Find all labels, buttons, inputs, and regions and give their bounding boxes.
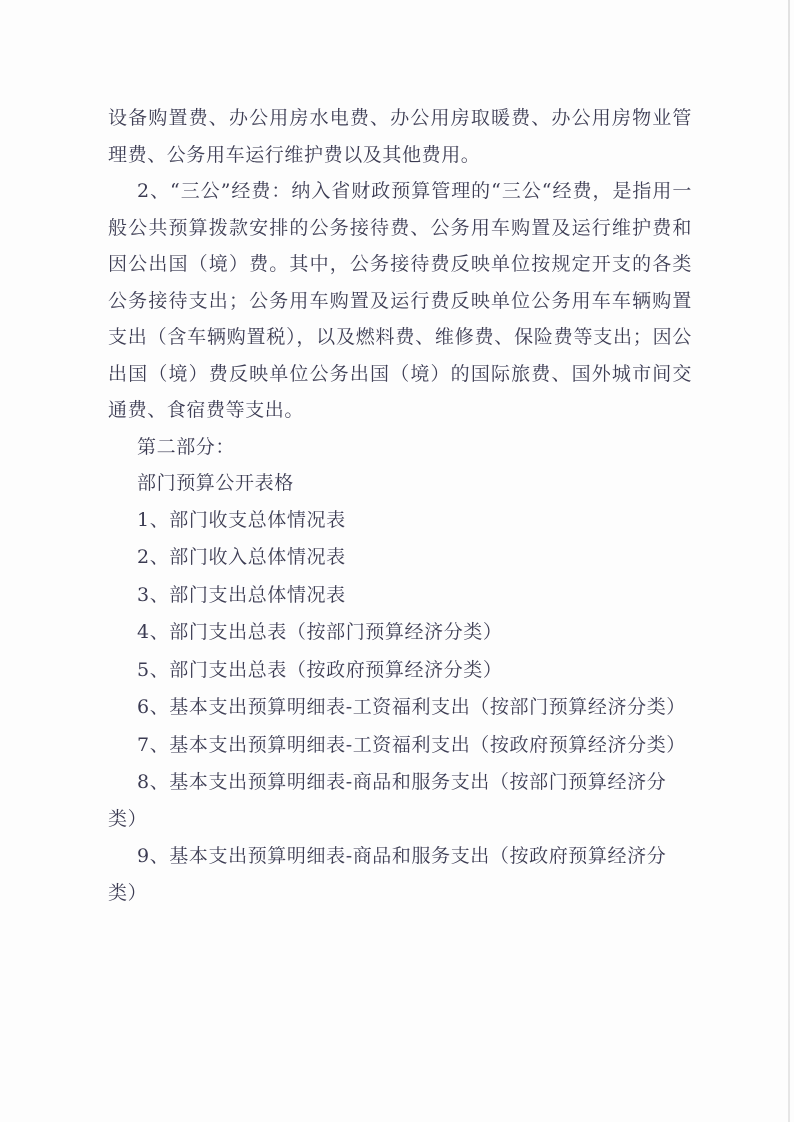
- list-item: 7、基本支出预算明细表-工资福利支出（按政府预算经济分类）: [137, 733, 686, 756]
- section-subheading: 部门预算公开表格: [137, 472, 294, 494]
- list-item: 9、基本支出预算明细表-商品和服务支出（按政府预算经济分类）: [108, 845, 667, 904]
- paragraph-three-public-expenses: 2、“三公”经费：纳入省财政预算管理的“三公“经费，是指用一般公共预算拨款安排的公务接待费、公务用车购置及运行维护费和因公出国（境）费。其中，公务接待费反映单位按规定开支的各类公务接待支出；公务用车购置及运行费反映单位公务用车车辆购置支出（含车辆购置税），以及燃料费、维修费、保险费等支出；因公出国（境）费反映单位公务出国（境）的国际旅费、国外城市间交通费、食宿费等支出。: [108, 180, 692, 421]
- scan-edge-shadow: [788, 0, 790, 1122]
- list-item: 6、基本支出预算明细表-工资福利支出（按部门预算经济分类）: [137, 696, 686, 718]
- list-item: 5、部门支出总表（按政府预算经济分类）: [137, 658, 503, 681]
- paragraph-expense-items: 设备购置费、办公用房水电费、办公用房取暖费、办公用房物业管理费、公务用车运行维护费以及其他费用。: [108, 107, 692, 166]
- list-item: 4、部门支出总表（按部门预算经济分类）: [137, 621, 503, 643]
- budget-table-list: [108, 502, 692, 913]
- list-item: 1、部门收支总体情况表: [137, 508, 346, 531]
- section-heading: 第二部分：: [137, 435, 236, 458]
- list-item: 3、部门支出总体情况表: [137, 583, 346, 606]
- list-item: 2、部门收入总体情况表: [137, 546, 346, 568]
- list-item: 8、基本支出预算明细表-商品和服务支出（按部门预算经济分类）: [108, 771, 667, 830]
- document-body: [108, 100, 692, 912]
